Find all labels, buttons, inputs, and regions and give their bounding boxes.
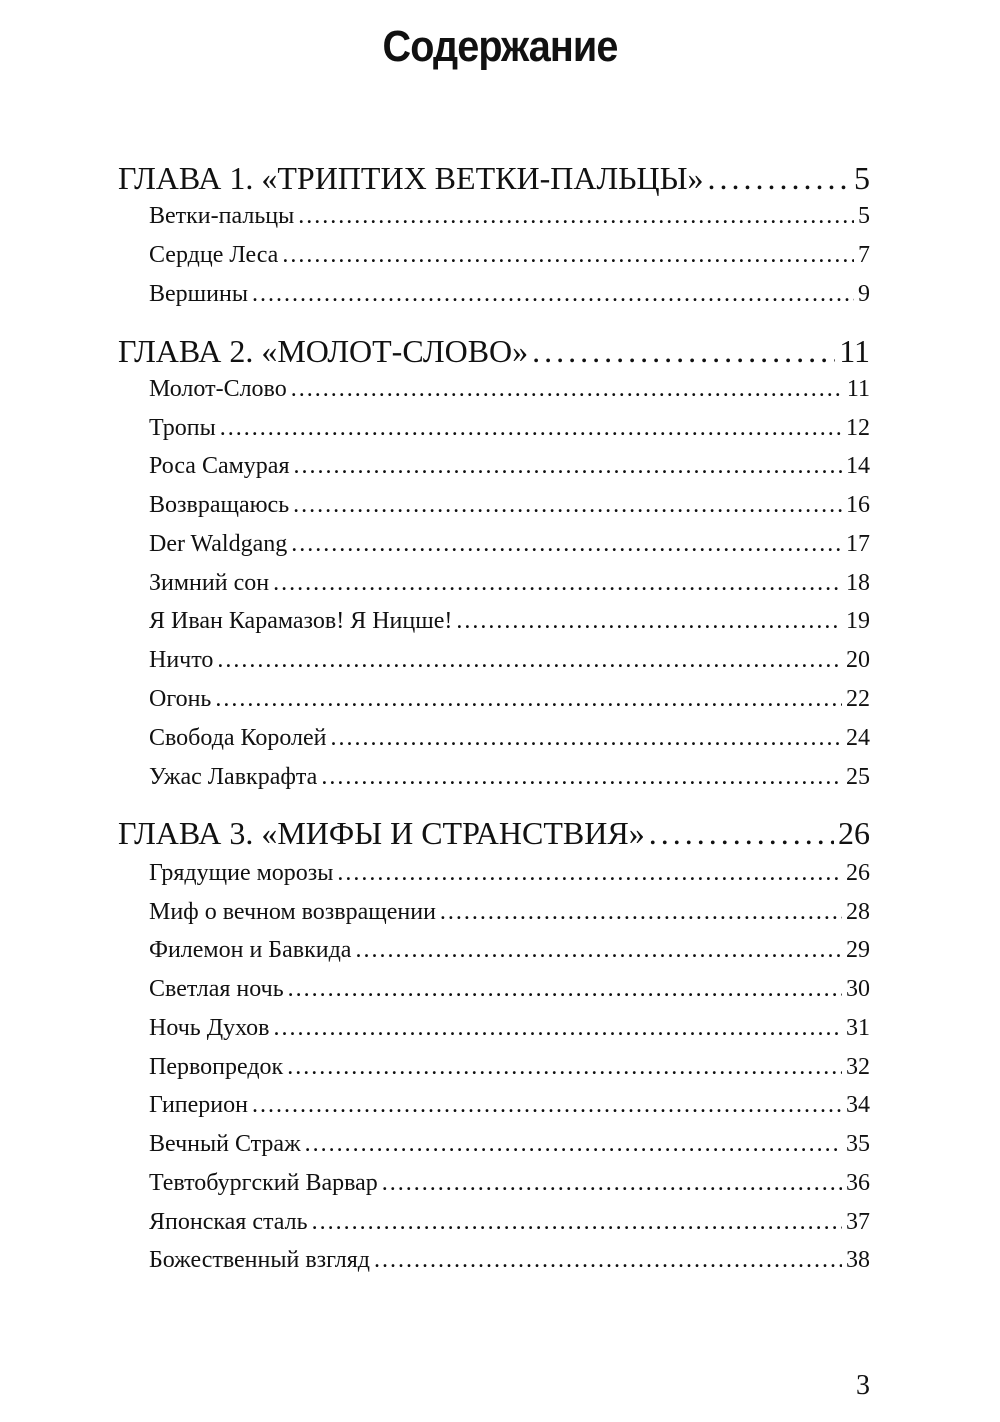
dot-leader bbox=[252, 1092, 842, 1119]
item-title: Я Иван Карамазов! Я Ницше! bbox=[149, 608, 453, 634]
toc-chapter-1[interactable] bbox=[118, 160, 870, 197]
dot-leader bbox=[291, 376, 843, 403]
item-title: Молот-Слово bbox=[149, 376, 287, 402]
item-page-number: 25 bbox=[846, 764, 870, 790]
item-page-number: 29 bbox=[846, 937, 870, 963]
chapter-page-number: 26 bbox=[838, 815, 870, 851]
toc-item[interactable] bbox=[149, 976, 870, 1003]
item-page-number: 5 bbox=[858, 203, 870, 229]
dot-leader bbox=[293, 492, 842, 519]
toc-item[interactable] bbox=[149, 203, 870, 230]
item-page-number: 34 bbox=[846, 1092, 870, 1118]
toc-item[interactable] bbox=[149, 281, 870, 308]
toc-item[interactable] bbox=[149, 492, 870, 519]
dot-leader bbox=[708, 160, 850, 197]
dot-leader bbox=[217, 647, 842, 674]
item-page-number: 30 bbox=[846, 976, 870, 1002]
item-title: Миф о вечном возвращении bbox=[149, 899, 436, 925]
item-page-number: 31 bbox=[846, 1015, 870, 1041]
item-page-number: 32 bbox=[846, 1054, 870, 1080]
item-page-number: 35 bbox=[846, 1131, 870, 1157]
toc-item[interactable] bbox=[149, 570, 870, 597]
toc-item[interactable] bbox=[149, 1015, 870, 1042]
dot-leader bbox=[331, 725, 842, 752]
toc-item[interactable] bbox=[149, 242, 870, 269]
toc-item[interactable] bbox=[149, 937, 870, 964]
toc-item[interactable] bbox=[149, 1209, 870, 1236]
dot-leader bbox=[382, 1170, 842, 1197]
toc-item[interactable] bbox=[149, 608, 870, 635]
page-title: Содержание bbox=[382, 22, 618, 71]
item-page-number: 17 bbox=[846, 531, 870, 557]
dot-leader bbox=[440, 899, 842, 926]
item-page-number: 26 bbox=[846, 860, 870, 886]
dot-leader bbox=[274, 1015, 842, 1042]
dot-leader bbox=[288, 976, 842, 1003]
toc-item[interactable] bbox=[149, 415, 870, 442]
item-title: Возвращаюсь bbox=[149, 492, 290, 518]
item-title: Зимний сон bbox=[149, 570, 270, 596]
item-page-number: 12 bbox=[846, 415, 870, 441]
item-page-number: 37 bbox=[846, 1209, 870, 1235]
item-title: Der Waldgang bbox=[149, 531, 288, 557]
chapter-page-number: 5 bbox=[854, 160, 870, 196]
dot-leader bbox=[282, 242, 854, 269]
toc-item[interactable] bbox=[149, 686, 870, 713]
item-page-number: 36 bbox=[846, 1170, 870, 1196]
dot-leader bbox=[532, 333, 835, 370]
item-title: Филемон и Бавкида bbox=[149, 937, 352, 963]
toc-item[interactable] bbox=[149, 860, 870, 887]
toc-item[interactable] bbox=[149, 764, 870, 791]
item-title: Первопредок bbox=[149, 1054, 284, 1080]
toc-item[interactable] bbox=[149, 1131, 870, 1158]
item-page-number: 9 bbox=[858, 281, 870, 307]
toc-item[interactable] bbox=[149, 453, 870, 480]
chapter-title: ГЛАВА 2. «МОЛОТ-СЛОВО» bbox=[118, 333, 529, 369]
dot-leader bbox=[291, 531, 842, 558]
item-page-number: 28 bbox=[846, 899, 870, 925]
dot-leader bbox=[220, 415, 842, 442]
item-title: Ночь Духов bbox=[149, 1015, 270, 1041]
item-title: Вечный Страж bbox=[149, 1131, 301, 1157]
item-title: Светлая ночь bbox=[149, 976, 284, 1002]
toc-item[interactable] bbox=[149, 1170, 870, 1197]
toc-item[interactable] bbox=[149, 1092, 870, 1119]
item-page-number: 22 bbox=[846, 686, 870, 712]
chapter-title: ГЛАВА 1. «ТРИПТИХ ВЕТКИ-ПАЛЬЦЫ» bbox=[118, 160, 704, 196]
dot-leader bbox=[305, 1131, 842, 1158]
item-title: Свобода Королей bbox=[149, 725, 327, 751]
item-title: Тевтобургский Варвар bbox=[149, 1170, 378, 1196]
item-page-number: 16 bbox=[846, 492, 870, 518]
item-page-number: 7 bbox=[858, 242, 870, 268]
dot-leader bbox=[374, 1247, 842, 1274]
toc-item[interactable] bbox=[149, 647, 870, 674]
item-title: Огонь bbox=[149, 686, 212, 712]
toc-chapter-2[interactable] bbox=[118, 333, 870, 370]
dot-leader bbox=[337, 860, 842, 887]
item-title: Ничто bbox=[149, 647, 214, 673]
item-page-number: 14 bbox=[846, 453, 870, 479]
item-title: Ужас Лавкрафта bbox=[149, 764, 318, 790]
item-title: Божественный взгляд bbox=[149, 1247, 371, 1273]
dot-leader bbox=[252, 281, 854, 308]
item-title: Тропы bbox=[149, 415, 216, 441]
dot-leader bbox=[456, 608, 842, 635]
dot-leader bbox=[649, 815, 834, 852]
item-title: Вершины bbox=[149, 281, 248, 307]
item-page-number: 19 bbox=[846, 608, 870, 634]
chapter-title: ГЛАВА 3. «МИФЫ И СТРАНСТВИЯ» bbox=[118, 815, 645, 851]
toc-item[interactable] bbox=[149, 1247, 870, 1274]
dot-leader bbox=[273, 570, 842, 597]
dot-leader bbox=[355, 937, 842, 964]
item-page-number: 11 bbox=[846, 376, 870, 402]
toc-item[interactable] bbox=[149, 899, 870, 926]
toc-item[interactable] bbox=[149, 1054, 870, 1081]
item-title: Гиперион bbox=[149, 1092, 248, 1118]
toc-item[interactable] bbox=[149, 376, 870, 403]
dot-leader bbox=[293, 453, 842, 480]
dot-leader bbox=[215, 686, 842, 713]
item-page-number: 24 bbox=[846, 725, 870, 751]
item-title: Роса Самурая bbox=[149, 453, 290, 479]
item-title: Грядущие морозы bbox=[149, 860, 334, 886]
toc-item[interactable] bbox=[149, 725, 870, 752]
dot-leader bbox=[287, 1054, 842, 1081]
item-title: Ветки-пальцы bbox=[149, 203, 295, 229]
item-title: Японская сталь bbox=[149, 1209, 308, 1235]
chapter-page-number: 11 bbox=[839, 333, 870, 369]
item-page-number: 18 bbox=[846, 570, 870, 596]
dot-leader bbox=[312, 1209, 842, 1236]
item-page-number: 38 bbox=[846, 1247, 870, 1273]
item-title: Сердце Леса bbox=[149, 242, 279, 268]
item-page-number: 20 bbox=[846, 647, 870, 673]
toc-chapter-3[interactable] bbox=[118, 815, 870, 852]
dot-leader bbox=[298, 203, 854, 230]
dot-leader bbox=[321, 764, 842, 791]
toc-item[interactable] bbox=[149, 531, 870, 558]
page-number: 3 bbox=[856, 1370, 870, 1401]
